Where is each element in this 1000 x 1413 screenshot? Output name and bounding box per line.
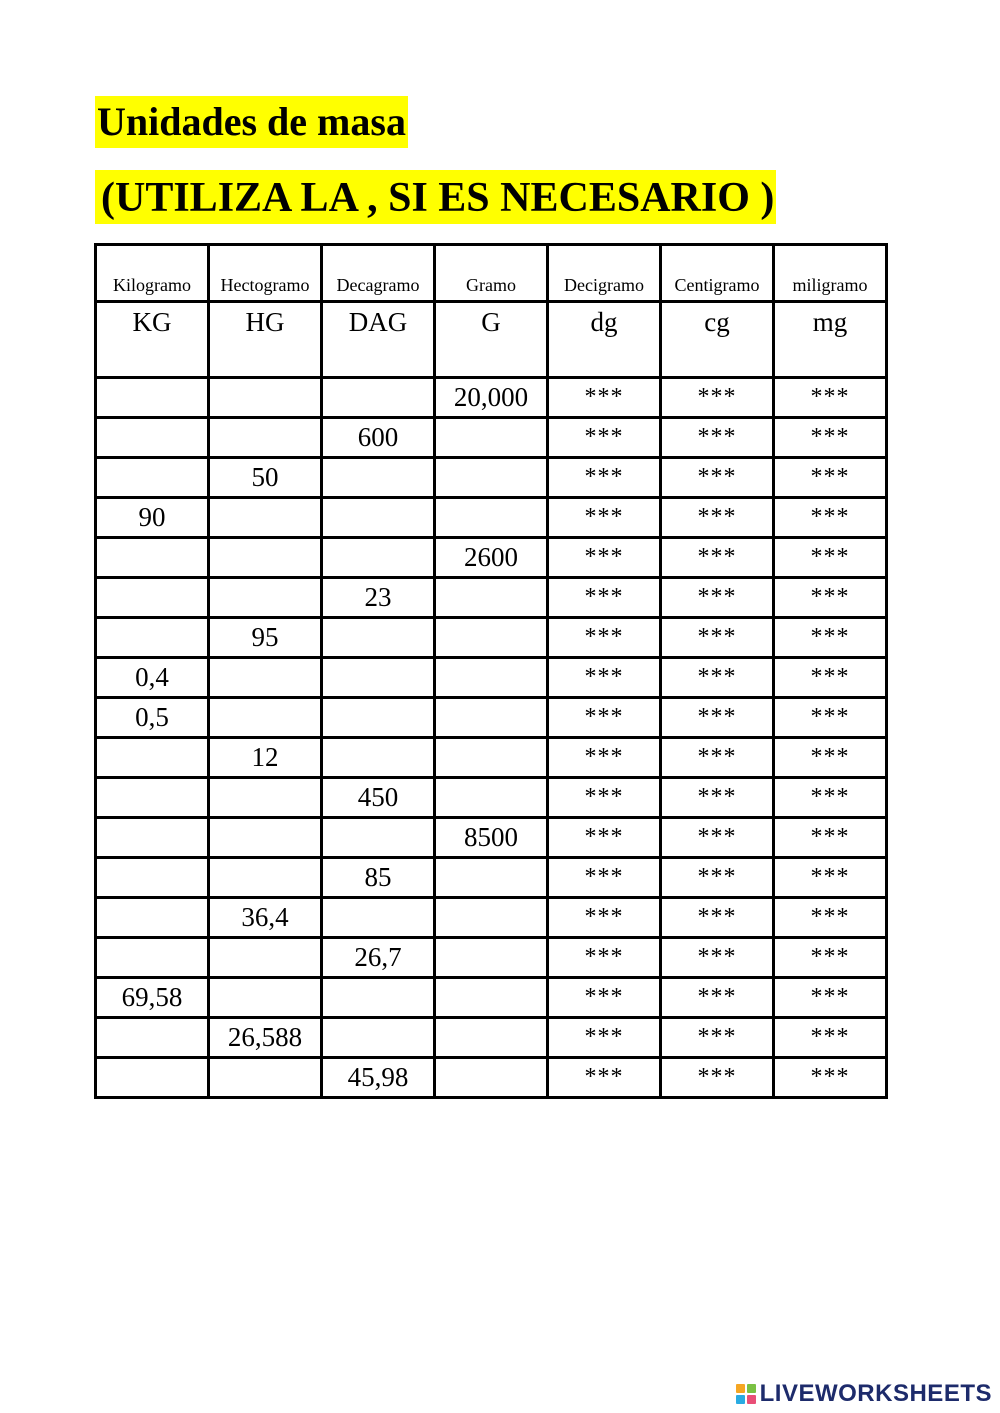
- unit-abbr-cell: HG: [209, 302, 322, 378]
- logo-square: [747, 1395, 756, 1404]
- given-value-cell: 20,000: [435, 378, 548, 418]
- blocked-cell: ***: [774, 698, 887, 738]
- answer-cell[interactable]: [96, 538, 209, 578]
- unit-abbr-row: [96, 302, 887, 378]
- answer-cell[interactable]: [209, 658, 322, 698]
- answer-cell[interactable]: [435, 658, 548, 698]
- answer-cell[interactable]: [322, 378, 435, 418]
- answer-cell[interactable]: [435, 978, 548, 1018]
- mass-conversion-table: [94, 243, 888, 1099]
- unit-name-cell: Kilogramo: [96, 245, 209, 302]
- answer-cell[interactable]: [435, 858, 548, 898]
- answer-cell[interactable]: [435, 1058, 548, 1098]
- blocked-cell: ***: [548, 858, 661, 898]
- blocked-cell: ***: [774, 538, 887, 578]
- answer-cell[interactable]: [435, 458, 548, 498]
- blocked-cell: ***: [661, 738, 774, 778]
- table-row: [96, 738, 887, 778]
- blocked-cell: ***: [661, 578, 774, 618]
- given-value-cell: 0,4: [96, 658, 209, 698]
- answer-cell[interactable]: [209, 698, 322, 738]
- given-value-cell: 95: [209, 618, 322, 658]
- unit-abbr-cell: KG: [96, 302, 209, 378]
- given-value-cell: 23: [322, 578, 435, 618]
- answer-cell[interactable]: [435, 1018, 548, 1058]
- unit-abbr-cell: mg: [774, 302, 887, 378]
- blocked-cell: ***: [548, 898, 661, 938]
- blocked-cell: ***: [661, 618, 774, 658]
- blocked-cell: ***: [661, 418, 774, 458]
- unit-name-cell: miligramo: [774, 245, 887, 302]
- answer-cell[interactable]: [435, 698, 548, 738]
- table-row: [96, 698, 887, 738]
- given-value-cell: 90: [96, 498, 209, 538]
- table-row: [96, 658, 887, 698]
- blocked-cell: ***: [774, 458, 887, 498]
- answer-cell[interactable]: [322, 498, 435, 538]
- blocked-cell: ***: [774, 418, 887, 458]
- given-value-cell: 600: [322, 418, 435, 458]
- blocked-cell: ***: [548, 538, 661, 578]
- answer-cell[interactable]: [96, 938, 209, 978]
- answer-cell[interactable]: [96, 898, 209, 938]
- liveworksheets-logo: [736, 1381, 992, 1407]
- table-row: [96, 458, 887, 498]
- blocked-cell: ***: [548, 618, 661, 658]
- given-value-cell: 12: [209, 738, 322, 778]
- answer-cell[interactable]: [435, 498, 548, 538]
- blocked-cell: ***: [774, 778, 887, 818]
- answer-cell[interactable]: [209, 538, 322, 578]
- blocked-cell: ***: [548, 1058, 661, 1098]
- blocked-cell: ***: [548, 418, 661, 458]
- unit-names-row: [96, 245, 887, 302]
- table-row: [96, 578, 887, 618]
- blocked-cell: ***: [774, 498, 887, 538]
- blocked-cell: ***: [661, 698, 774, 738]
- blocked-cell: ***: [661, 938, 774, 978]
- answer-cell[interactable]: [435, 738, 548, 778]
- answer-cell[interactable]: [435, 418, 548, 458]
- answer-cell[interactable]: [322, 658, 435, 698]
- blocked-cell: ***: [548, 938, 661, 978]
- blocked-cell: ***: [774, 658, 887, 698]
- unit-abbr-cell: cg: [661, 302, 774, 378]
- blocked-cell: ***: [661, 458, 774, 498]
- blocked-cell: ***: [661, 538, 774, 578]
- unit-abbr-cell: G: [435, 302, 548, 378]
- blocked-cell: ***: [548, 1018, 661, 1058]
- unit-name-cell: Gramo: [435, 245, 548, 302]
- given-value-cell: 450: [322, 778, 435, 818]
- answer-cell[interactable]: [96, 618, 209, 658]
- answer-cell[interactable]: [209, 938, 322, 978]
- page-subtitle: (UTILIZA LA , SI ES NECESARIO ): [95, 170, 776, 224]
- blocked-cell: ***: [548, 498, 661, 538]
- answer-cell[interactable]: [209, 778, 322, 818]
- answer-cell[interactable]: [435, 578, 548, 618]
- blocked-cell: ***: [661, 818, 774, 858]
- answer-cell[interactable]: [209, 378, 322, 418]
- unit-name-cell: Decagramo: [322, 245, 435, 302]
- blocked-cell: ***: [661, 1058, 774, 1098]
- given-value-cell: 85: [322, 858, 435, 898]
- blocked-cell: ***: [774, 378, 887, 418]
- logo-square: [736, 1384, 745, 1393]
- answer-cell[interactable]: [322, 618, 435, 658]
- table-row: [96, 618, 887, 658]
- blocked-cell: ***: [661, 498, 774, 538]
- answer-cell[interactable]: [209, 978, 322, 1018]
- table-row: [96, 498, 887, 538]
- blocked-cell: ***: [548, 778, 661, 818]
- table-row: [96, 778, 887, 818]
- blocked-cell: ***: [774, 738, 887, 778]
- answer-cell[interactable]: [322, 458, 435, 498]
- given-value-cell: 50: [209, 458, 322, 498]
- answer-cell[interactable]: [209, 1058, 322, 1098]
- answer-cell[interactable]: [435, 618, 548, 658]
- answer-cell[interactable]: [96, 738, 209, 778]
- unit-name-cell: Decigramo: [548, 245, 661, 302]
- answer-cell[interactable]: [96, 778, 209, 818]
- page-title: Unidades de masa: [95, 96, 408, 148]
- table-row: [96, 898, 887, 938]
- given-value-cell: 45,98: [322, 1058, 435, 1098]
- blocked-cell: ***: [774, 618, 887, 658]
- logo-square: [736, 1395, 745, 1404]
- blocked-cell: ***: [548, 818, 661, 858]
- answer-cell[interactable]: [322, 738, 435, 778]
- table-row: [96, 938, 887, 978]
- answer-cell[interactable]: [209, 418, 322, 458]
- answer-cell[interactable]: [322, 698, 435, 738]
- table-row: [96, 1018, 887, 1058]
- unit-name-cell: Centigramo: [661, 245, 774, 302]
- logo-mark-icon: [736, 1384, 756, 1404]
- answer-cell[interactable]: [96, 578, 209, 618]
- blocked-cell: ***: [548, 458, 661, 498]
- answer-cell[interactable]: [209, 498, 322, 538]
- table-row: [96, 538, 887, 578]
- answer-cell[interactable]: [435, 898, 548, 938]
- answer-cell[interactable]: [322, 978, 435, 1018]
- table-row: [96, 1058, 887, 1098]
- answer-cell[interactable]: [435, 938, 548, 978]
- logo-text: LIVEWORKSHEETS: [759, 1380, 992, 1407]
- blocked-cell: ***: [661, 898, 774, 938]
- blocked-cell: ***: [774, 1058, 887, 1098]
- answer-cell[interactable]: [96, 1058, 209, 1098]
- given-value-cell: 2600: [435, 538, 548, 578]
- blocked-cell: ***: [548, 578, 661, 618]
- given-value-cell: 0,5: [96, 698, 209, 738]
- blocked-cell: ***: [548, 698, 661, 738]
- answer-cell[interactable]: [209, 818, 322, 858]
- blocked-cell: ***: [774, 978, 887, 1018]
- blocked-cell: ***: [661, 1018, 774, 1058]
- blocked-cell: ***: [774, 858, 887, 898]
- answer-cell[interactable]: [322, 818, 435, 858]
- table-row: [96, 818, 887, 858]
- blocked-cell: ***: [661, 858, 774, 898]
- unit-abbr-cell: DAG: [322, 302, 435, 378]
- logo-square: [747, 1384, 756, 1393]
- answer-cell[interactable]: [96, 818, 209, 858]
- answer-cell[interactable]: [209, 858, 322, 898]
- blocked-cell: ***: [548, 658, 661, 698]
- given-value-cell: 69,58: [96, 978, 209, 1018]
- blocked-cell: ***: [661, 658, 774, 698]
- blocked-cell: ***: [548, 978, 661, 1018]
- blocked-cell: ***: [548, 378, 661, 418]
- table-row: [96, 858, 887, 898]
- answer-cell[interactable]: [96, 458, 209, 498]
- blocked-cell: ***: [548, 738, 661, 778]
- blocked-cell: ***: [774, 818, 887, 858]
- blocked-cell: ***: [774, 1018, 887, 1058]
- answer-cell[interactable]: [435, 778, 548, 818]
- answer-cell[interactable]: [209, 578, 322, 618]
- answer-cell[interactable]: [322, 898, 435, 938]
- blocked-cell: ***: [661, 378, 774, 418]
- blocked-cell: ***: [661, 778, 774, 818]
- answer-cell[interactable]: [96, 1018, 209, 1058]
- answer-cell[interactable]: [96, 418, 209, 458]
- unit-abbr-cell: dg: [548, 302, 661, 378]
- table-row: [96, 378, 887, 418]
- blocked-cell: ***: [661, 978, 774, 1018]
- blocked-cell: ***: [774, 938, 887, 978]
- given-value-cell: 8500: [435, 818, 548, 858]
- given-value-cell: 26,588: [209, 1018, 322, 1058]
- answer-cell[interactable]: [96, 858, 209, 898]
- blocked-cell: ***: [774, 898, 887, 938]
- blocked-cell: ***: [774, 578, 887, 618]
- answer-cell[interactable]: [322, 1018, 435, 1058]
- given-value-cell: 26,7: [322, 938, 435, 978]
- table-row: [96, 418, 887, 458]
- given-value-cell: 36,4: [209, 898, 322, 938]
- answer-cell[interactable]: [322, 538, 435, 578]
- table-row: [96, 978, 887, 1018]
- unit-name-cell: Hectogramo: [209, 245, 322, 302]
- answer-cell[interactable]: [96, 378, 209, 418]
